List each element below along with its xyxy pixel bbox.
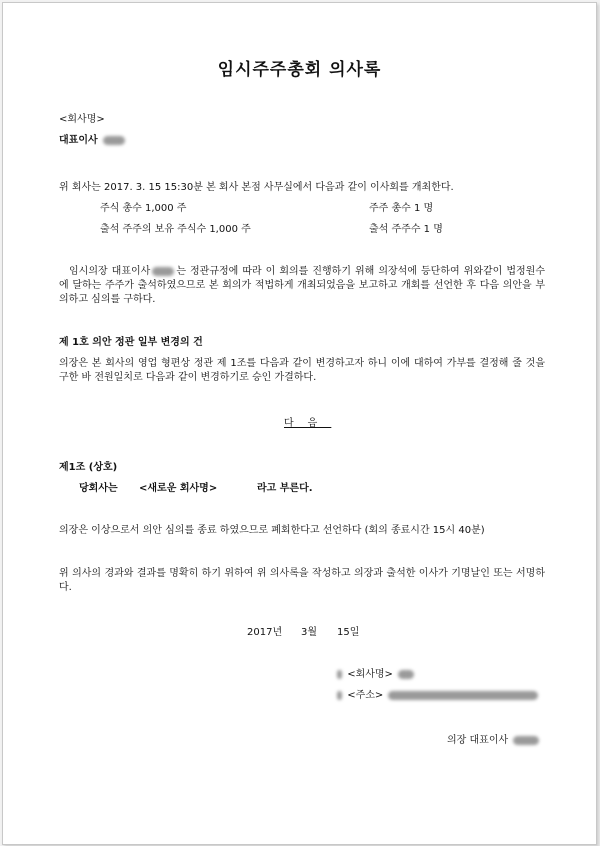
date-month: 3월 (301, 627, 318, 638)
redacted-mark (337, 691, 342, 700)
closing-text: 의장은 이상으로서 의안 심의를 종료 하였으므로 폐회한다고 선언하다 (회의 종료시간 15시 40분) (59, 525, 485, 536)
heading-next: 다음 (284, 418, 332, 429)
chair-label: 의장 대표이사 (447, 735, 509, 746)
article-title: 제1조 (상호) (59, 462, 118, 473)
intro-text: 위 회사는 2017. 3. 15 15:30분 본 회사 본점 사무실에서 다음과 같이 이사회를 개최한다. (59, 182, 454, 193)
article-name: <새로운 회사명> (139, 483, 218, 494)
ceo-line (59, 134, 127, 148)
signature-company-line (335, 668, 416, 682)
document-page (2, 2, 597, 845)
ceo-label: 대표이사 (59, 135, 98, 146)
redacted-name (513, 736, 539, 745)
date-year: 2017년 (247, 627, 283, 638)
signature-company: <회사명> (347, 669, 393, 680)
opening-prefix: 임시의장 대표이사 (69, 266, 151, 277)
opening-rest: 는 정관규정에 따라 이 회의를 진행하기 위해 의장석에 등단하여 위와같이 법정원수에 달하는 주주가 출석하였으므로 본 회의가 적법하게 개최되었음을 보고하고 개회를 선언한 후 다음 의안을 부의하고 심의를 구하다. (59, 266, 545, 305)
stat-attending-shareholders: 출석 주주수 1 명 (369, 224, 443, 235)
agenda-body: 의장은 본 회사의 영업 형편상 정관 제 1조를 다음과 같이 변경하고자 하니 이에 대하여 가부를 결정해 줄 것을 구한 바 전원일치로 다음과 같이 변경하기로 승인 가결하다. (59, 358, 545, 383)
stat-total-shares: 주식 총수 1,000 주 (100, 203, 187, 214)
opening-paragraph (59, 265, 545, 307)
redacted-address (388, 691, 538, 700)
document-title: 임시주주총회 의사록 (217, 60, 382, 80)
signature-address: <주소> (347, 690, 384, 701)
article-end: 라고 부른다. (257, 483, 313, 494)
sign-statement: 위 의사의 경과와 결과를 명확히 하기 위하여 위 의사록을 작성하고 의장과 출석한 이사가 기명날인 또는 서명하다. (59, 568, 545, 593)
redacted-mark (337, 670, 342, 679)
redacted-name (103, 136, 125, 145)
agenda-title: 제 1호 의안 정관 일부 변경의 건 (59, 337, 203, 348)
stat-total-shareholders: 주주 총수 1 명 (369, 203, 434, 214)
chair-line (447, 734, 541, 748)
date-day: 15일 (337, 627, 360, 638)
signature-address-line (335, 689, 540, 703)
redacted-company (398, 670, 414, 679)
stat-attending-shares: 출석 주주의 보유 주식수 1,000 주 (100, 224, 251, 235)
redacted-name (152, 267, 174, 276)
article-subject: 당회사는 (79, 483, 118, 494)
company-name-label: <회사명> (59, 114, 105, 125)
